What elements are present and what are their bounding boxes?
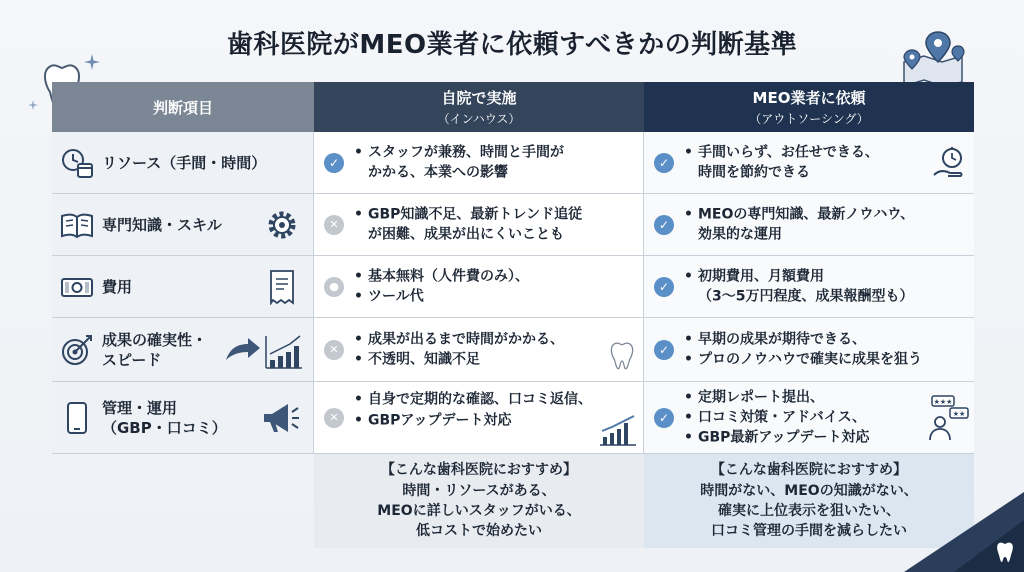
outsource-cell — [644, 318, 974, 382]
criteria-cell — [52, 256, 314, 318]
bullet-text: 基本無料（人件費のみ）、 — [368, 268, 529, 285]
criteria-label-line: スピード — [102, 350, 162, 369]
inhouse-recommendation — [314, 454, 644, 548]
inhouse-cell — [314, 194, 644, 256]
bullet-text: 成果が出るまで時間がかかる、 — [368, 331, 564, 348]
table-row — [52, 194, 974, 256]
table-row — [52, 382, 974, 454]
criteria-cell — [52, 318, 314, 382]
bullet-text: 初期費用、月額費用 — [698, 268, 824, 285]
bullet-text: 口コミ対策・アドバイス、 — [698, 409, 866, 426]
table-row — [52, 318, 974, 382]
svg-text:★★: ★★ — [952, 409, 966, 418]
recommend-line: 【こんな歯科医院におすすめ】 — [710, 462, 908, 479]
bullet-text: GBPアップデート対応 — [368, 412, 512, 429]
map-pin-icon — [896, 28, 970, 86]
header-inhouse-sub: （インハウス） — [437, 112, 521, 126]
criteria-label — [102, 329, 207, 370]
bullet-continuation: （3〜5万円程度、成果報酬型も） — [698, 288, 914, 305]
money-icon — [60, 270, 94, 304]
inhouse-cell — [314, 382, 644, 454]
circle-mark-icon: ● — [324, 277, 344, 297]
criteria-label — [102, 397, 227, 438]
comparison-table — [52, 82, 974, 548]
recommend-line: 時間・リソースがある、 — [402, 482, 556, 499]
bullet-continuation: 効果的な運用 — [698, 226, 782, 243]
outsource-text: • MEOの専門知識、最新ノウハウ、 効果的な運用 — [684, 204, 914, 245]
criteria-label: 費用 — [102, 277, 133, 296]
sparkle-icon — [84, 54, 100, 70]
criteria-cell — [52, 132, 314, 194]
outsource-cell — [644, 256, 974, 318]
page-title: 歯科医院がMEO業者に依頼すべきかの判断基準 — [226, 30, 798, 60]
bullet-text: スタッフが兼務、時間と手間が — [368, 144, 564, 161]
sparkle-icon — [28, 100, 38, 110]
bullet-continuation: が困難、成果が出にくいことも — [368, 226, 564, 243]
recommend-line: MEOに詳しいスタッフがいる、 — [377, 503, 581, 519]
x-icon: ✕ — [324, 215, 344, 235]
recommend-line: 確実に上位表示を狙いたい、 — [718, 503, 900, 519]
review-person-icon — [926, 394, 970, 442]
outsource-cell — [644, 194, 974, 256]
header-outsource-title: MEO業者に依頼 — [752, 89, 866, 107]
gear-icon — [264, 207, 300, 243]
outsource-text: • 初期費用、月額費用 （3〜5万円程度、成果報酬型も） — [684, 266, 913, 307]
bullet-text: MEOの専門知識、最新ノウハウ、 — [698, 206, 915, 223]
outsource-text: • 早期の成果が期待できる、 • プロのノウハウで確実に成果を狙う — [684, 329, 922, 370]
criteria-label-line: 管理・運用 — [102, 398, 178, 417]
recommend-line: 口コミ管理の手間を減らしたい — [711, 523, 907, 540]
table-row — [52, 132, 974, 194]
header-inhouse — [314, 82, 644, 132]
clock-calendar-icon — [60, 146, 94, 180]
bullet-text: GBP知識不足、最新トレンド追従 — [368, 206, 583, 223]
criteria-label-line: 成果の確実性・ — [102, 330, 208, 349]
bullet-continuation: 時間を節約できる — [698, 164, 810, 181]
criteria-label: リソース（手間・時間） — [102, 153, 267, 172]
bullet-text: 定期レポート提出、 — [698, 389, 824, 406]
stopwatch-hand-icon — [932, 145, 966, 181]
book-icon — [60, 208, 94, 242]
growth-chart-icon — [224, 330, 304, 370]
outsource-text: • 手間いらず、お任せできる、 時間を節約できる — [684, 142, 879, 183]
check-icon: ✓ — [654, 215, 674, 235]
outsource-cell — [644, 132, 974, 194]
header-criteria-label: 判断項目 — [152, 98, 213, 117]
check-icon: ✓ — [654, 340, 674, 360]
recommend-line: 【こんな歯科医院におすすめ】 — [380, 462, 578, 479]
criteria-label-line: （GBP・口コミ） — [102, 418, 227, 437]
criteria-label: 専門知識・スキル — [102, 215, 222, 234]
check-icon: ✓ — [324, 153, 344, 173]
x-icon: ✕ — [324, 340, 344, 360]
x-icon: ✕ — [324, 408, 344, 428]
check-icon: ✓ — [654, 153, 674, 173]
recommend-line: 時間がない、MEOの知識がない、 — [700, 482, 918, 499]
inhouse-text: • 基本無料（人件費のみ）、 • ツール代 — [354, 266, 529, 307]
svg-text:★★★: ★★★ — [933, 397, 953, 406]
bullet-text: 自身で定期的な確認、口コミ返信、 — [368, 392, 592, 409]
bullet-text: ツール代 — [368, 288, 424, 305]
bar-chart-icon — [598, 413, 638, 447]
criteria-cell — [52, 194, 314, 256]
corner-decoration — [904, 492, 1024, 572]
check-icon: ✓ — [654, 408, 674, 428]
inhouse-text: • 成果が出るまで時間がかかる、 • 不透明、知識不足 — [354, 329, 564, 370]
bullet-continuation: かかる、本業への影響 — [368, 164, 508, 181]
header-criteria — [52, 82, 314, 132]
outsource-text: • 定期レポート提出、 • 口コミ対策・アドバイス、 • GBP最新アップデート対応 — [684, 387, 869, 448]
criteria-cell — [52, 382, 314, 454]
receipt-icon — [268, 269, 296, 305]
inhouse-cell — [314, 318, 644, 382]
smartphone-icon — [60, 401, 94, 435]
inhouse-cell — [314, 256, 644, 318]
bullet-text: 手間いらず、お任せできる、 — [698, 144, 879, 161]
inhouse-text: • 自身で定期的な確認、口コミ返信、 • GBPアップデート対応 — [354, 390, 592, 431]
bullet-text: GBP最新アップデート対応 — [698, 429, 870, 446]
header-inhouse-title: 自院で実施 — [441, 89, 517, 107]
megaphone-icon — [260, 400, 300, 436]
target-icon — [60, 333, 94, 367]
inhouse-text: • スタッフが兼務、時間と手間が かかる、本業への影響 — [354, 142, 564, 183]
tooth-icon — [608, 341, 636, 371]
header-outsource — [644, 82, 974, 132]
recommend-line: 低コストで始めたい — [416, 523, 542, 540]
check-icon: ✓ — [654, 277, 674, 297]
bullet-text: 不透明、知識不足 — [368, 351, 480, 368]
table-row — [52, 256, 974, 318]
bullet-text: 早期の成果が期待できる、 — [698, 331, 866, 348]
inhouse-text: • GBP知識不足、最新トレンド追従 が困難、成果が出にくいことも — [354, 204, 582, 245]
bullet-text: プロのノウハウで確実に成果を狙う — [698, 351, 922, 368]
outsource-cell — [644, 382, 974, 454]
header-outsource-sub: （アウトソーシング） — [749, 112, 869, 126]
inhouse-cell — [314, 132, 644, 194]
